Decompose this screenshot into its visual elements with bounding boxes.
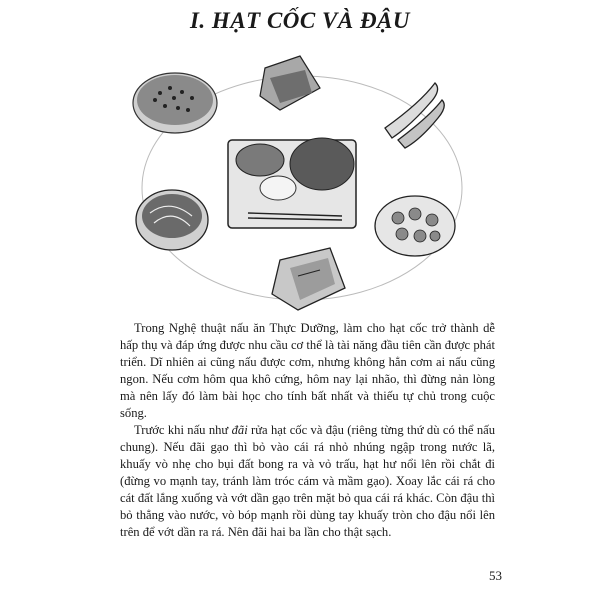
body-text: [120, 320, 495, 541]
bread-rolls-icon: [385, 83, 444, 148]
chapter-title: I. HẠT CỐC VÀ ĐẬU: [189, 8, 410, 33]
paragraph-1: Trong Nghệ thuật nấu ăn Thực Dưỡng, làm cho hạt cốc trở thành dễ hấp thụ và đáp ứng được nhu cầu cơ thể là tài năng đầu tiên cần được phát triển. Dĩ nhiên ai cũng nấu được cơm, nhưng không hẳn cơm ai nấu cũng ngon. Nếu cơm hôm qua khô cứng, hôm nay lại nhão, thì đừng nản lòng mà nên lấy đó làm bài học cho tính bất nhất và thiếu tự chủ trong cuộc sống.: [120, 321, 495, 420]
dumpling-plate-icon: [375, 196, 455, 256]
grain-bowl-icon: [133, 73, 217, 133]
folded-wrap-icon: [260, 56, 320, 110]
paragraph-2: Trước khi nấu như đãi rửa hạt cốc và đậu (riêng từng thứ dù có thể nấu chung). Nếu đãi gạo thì bỏ vào cái rá nhỏ nhúng ngập trong nước lã, khuấy vò nhẹ cho bụi đất bong ra và vỏ trấu, hạt hư nổi lên rồi chắt đi (đừng vo mạnh tay, tránh làm tróc cám và mầm gạo). Xoay lắc cái rá cho cát đất lắng xuống và vớt dần gạo trên mặt bỏ qua cái rá khác. Còn đậu thì bỏ thẳng vào nước, vò bóp mạnh rồi dùng tay khuấy tròn cho đậu nổi lên trên để vớt dần ra rá. Nên đãi hai ba lần cho thật sạch.: [120, 423, 496, 539]
food-illustration: [130, 48, 475, 318]
page-number: 53: [489, 568, 502, 583]
tray-icon: [228, 138, 356, 228]
flatbread-icon: [272, 248, 345, 310]
italic-term: đãi: [231, 423, 248, 437]
noodle-bowl-icon: [136, 190, 208, 250]
